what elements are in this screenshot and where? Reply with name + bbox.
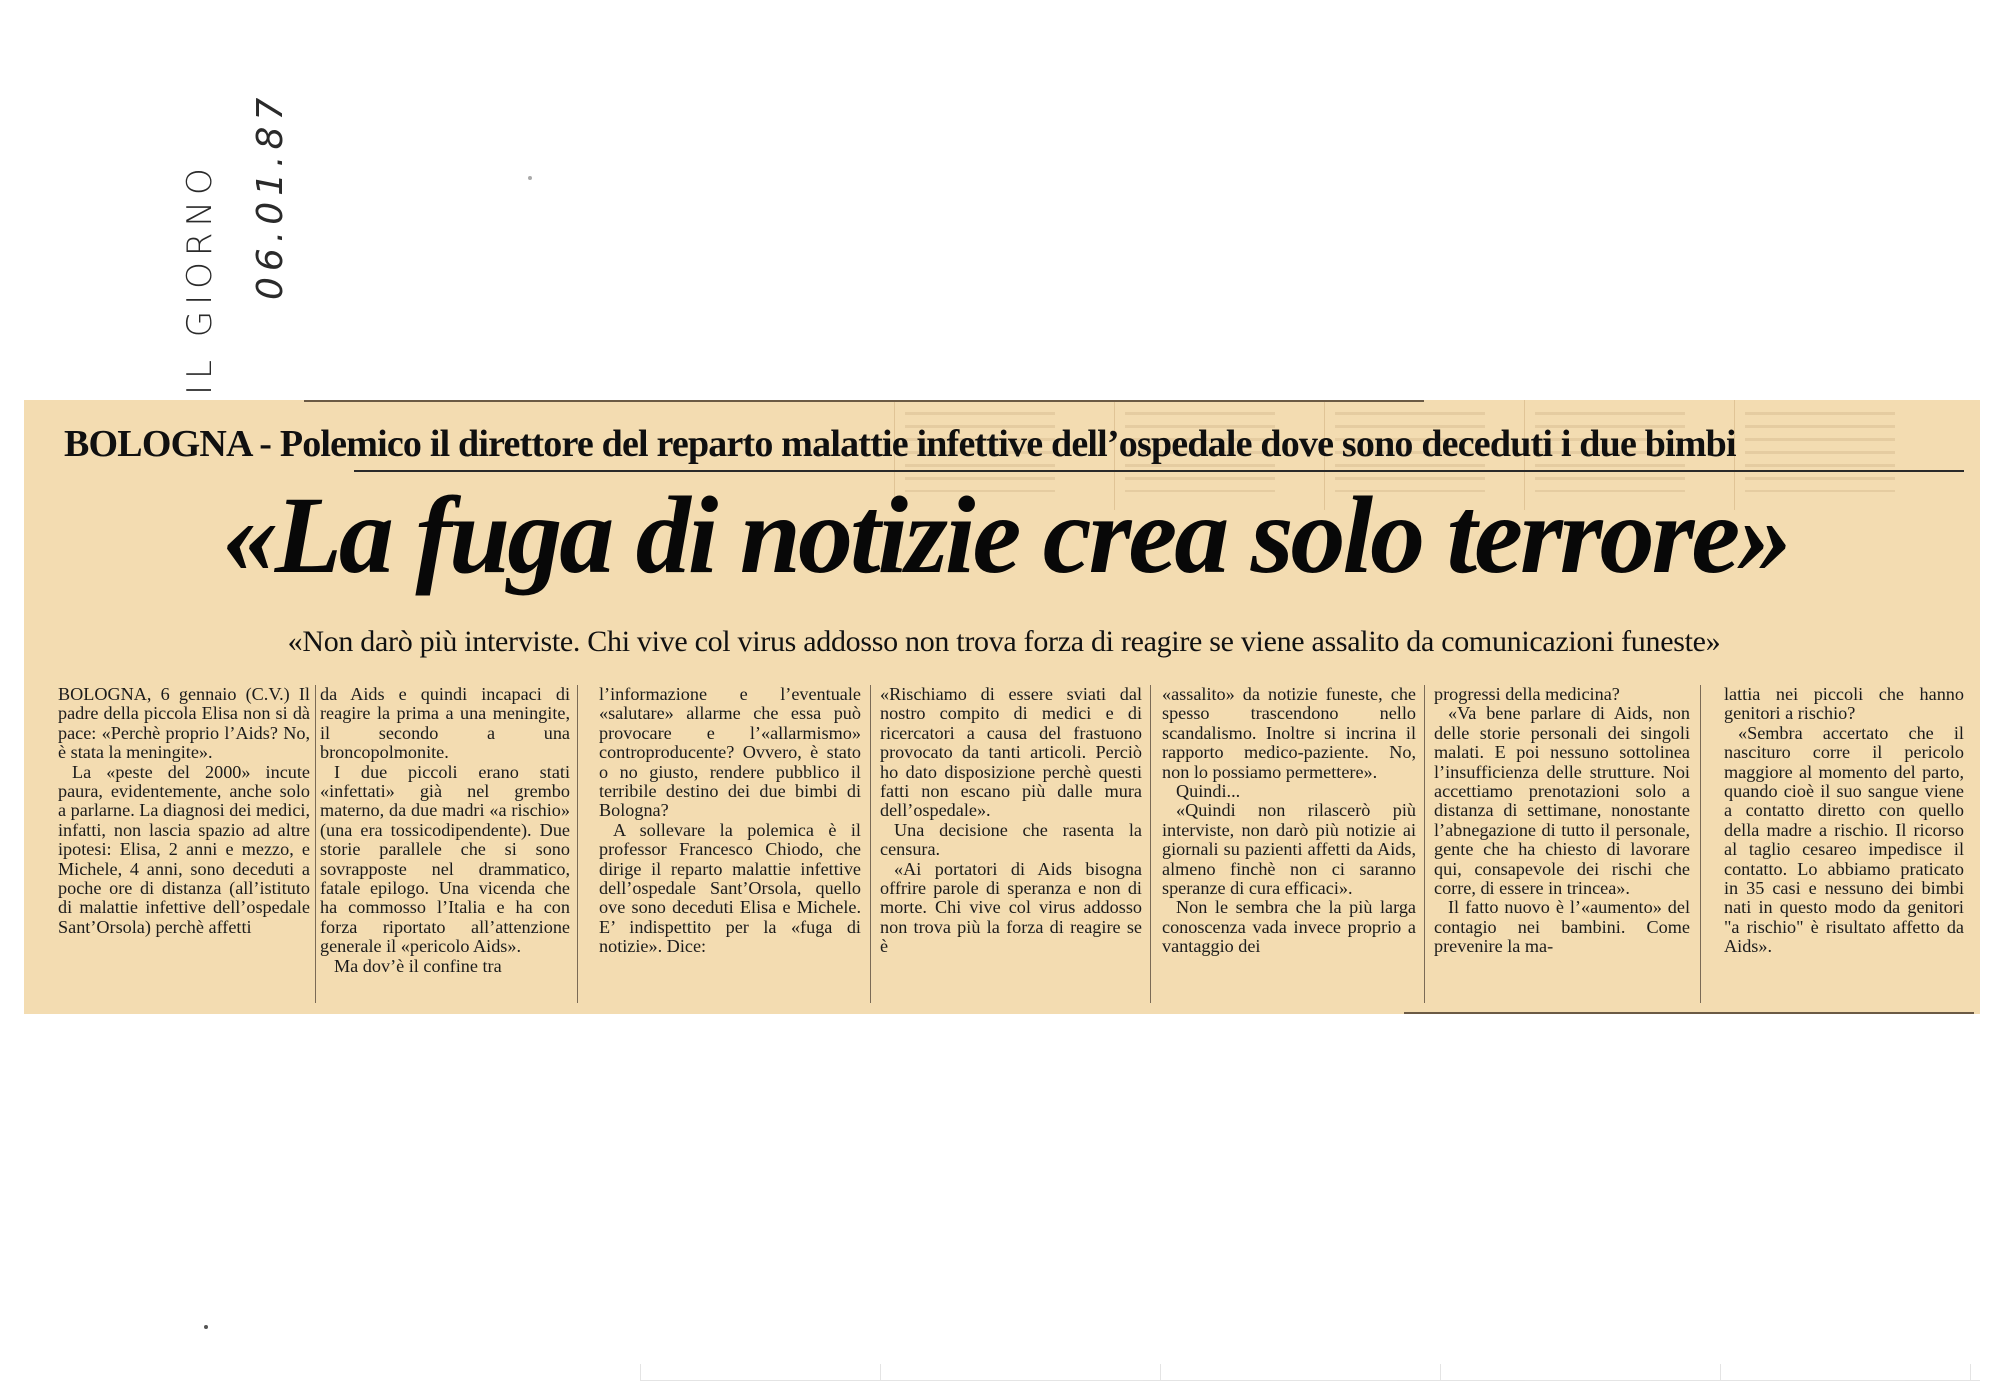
article-column bbox=[880, 685, 1142, 1003]
paragraph: Quindi... bbox=[1176, 781, 1241, 802]
paragraph: «Rischiamo di essere sviati dal nostro compito di medici e di ricercatori a causa del frastuono provocato da tanti articoli. Perciò ho dato disposizione perchè questi fatti non escano più dalle mura dell’ospedale». bbox=[880, 685, 1142, 821]
speck bbox=[528, 176, 532, 180]
scan-tick bbox=[640, 1364, 641, 1380]
newspaper-clipping bbox=[24, 400, 1980, 1014]
bottom-border bbox=[1404, 1012, 1974, 1014]
top-border bbox=[304, 400, 1424, 402]
paragraph: Una decisione che rasenta la censura. bbox=[880, 819, 1142, 860]
column-rule bbox=[870, 685, 871, 1003]
article-column bbox=[1162, 685, 1416, 1003]
column-rule bbox=[315, 685, 316, 1003]
article-column bbox=[1724, 685, 1964, 1003]
scan-tick bbox=[1970, 1364, 1971, 1380]
paragraph: Non le sembra che la più larga conoscenza vada invece proprio a vantaggio dei bbox=[1162, 897, 1416, 957]
column-rule bbox=[1424, 685, 1425, 1003]
column-rule bbox=[1700, 685, 1701, 1003]
column-rule bbox=[1150, 685, 1151, 1003]
article-body bbox=[24, 685, 1980, 1003]
paragraph: BOLOGNA, 6 gennaio (C.V.) Il padre della piccola Elisa non si dà pace: «Perchè proprio l’Aids? No, è stata la meningite». bbox=[58, 685, 310, 763]
speck bbox=[204, 1325, 208, 1329]
paragraph: Ma dov’è il confine tra bbox=[334, 955, 502, 976]
paragraph: A sollevare la polemica è il professor Francesco Chiodo, che dirige il reparto malattie infettive dell’ospedale Sant’Orsola, quello ove sono deceduti Elisa e Michele. E’ indispettito per la «fuga di notizie». Dice: bbox=[599, 819, 861, 957]
article-column bbox=[320, 685, 570, 1003]
paragraph: «Quindi non rilascerò più interviste, non darò più notizie ai giornali su pazienti affetti da Aids, almeno finchè non ci saranno speranze di cura efficaci». bbox=[1162, 800, 1416, 899]
kicker-text: - Polemico il direttore del reparto malattie infettive dell’ospedale dove sono deceduti i due bimbi bbox=[250, 423, 1736, 465]
paragraph: «Ai portatori di Aids bisogna offrire parole di speranza e non di morte. Chi vive col virus addosso non trova più la forza di reagire se è bbox=[880, 858, 1142, 957]
scan-edge-marks bbox=[640, 1360, 1980, 1381]
paragraph: l’informazione e l’eventuale «salutare» allarme che essa può provocare e l’«allarmismo» controproducente? Ovvero, è stato o no giusto, rendere pubblico il terribile destino dei due bimbi di Bologna? bbox=[599, 685, 861, 821]
scan-tick bbox=[1720, 1364, 1721, 1380]
paragraph: «Sembra accertato che il nascituro corre il pericolo maggiore al momento del parto, quando cioè il suo sangue viene a contatto diretto con quello della madre a rischio. Il ricorso al taglio cesareo impedisce il contatto. Lo abbiamo praticato in 35 casi e nessuno dei bimbi nati in questo modo da genitori "a rischio" è risultato affetto da Aids». bbox=[1724, 722, 1964, 957]
handwritten-date: 06.01.87 bbox=[250, 91, 291, 300]
paragraph: «Va bene parlare di Aids, non delle storie personali dei singoli malati. E poi nessuno sottolinea l’insufficienza delle strutture. Noi accettiamo prenotazioni solo a distanza di settimane, nonostante l’abnegazione di tutto il personale, gente che ha chiesto di lavorare qui, consapevole dei rischi che corre, di essere in trincea». bbox=[1434, 703, 1690, 899]
article-column bbox=[58, 685, 310, 1003]
headline: «La fuga di notizie crea solo terrore» bbox=[222, 474, 1790, 596]
handwritten-source: IL GIORNO bbox=[180, 162, 220, 395]
kicker-place: BOLOGNA bbox=[64, 423, 251, 465]
subheadline: «Non darò più interviste. Chi vive col virus addosso non trova forza di reagire se viene assalito da comunicazioni funeste» bbox=[287, 625, 1721, 658]
paragraph: «assalito» da notizie funeste, che spesso trascendono nello scandalismo. Inoltre si incrina il rapporto medico-paziente. No, non lo possiamo permettere». bbox=[1162, 685, 1416, 782]
paragraph: lattia nei piccoli che hanno genitori a rischio? bbox=[1724, 685, 1964, 724]
handwritten-annotation bbox=[140, 91, 300, 400]
kicker bbox=[64, 422, 1964, 466]
article-column bbox=[599, 685, 861, 1003]
article-column bbox=[1434, 685, 1690, 1003]
paragraph: I due piccoli erano stati «infettati» già nel grembo materno, da due madri «a rischio» (una era tossicodipendente). Due storie parallele che si sono sovrapposte nel drammatico, fatale epilogo. Una vicenda che ha commosso l’Italia e ha con forza riportato all’attenzione generale il «pericolo Aids». bbox=[320, 761, 570, 957]
scan-tick bbox=[1160, 1364, 1161, 1380]
paragraph: Il fatto nuovo è l’«aumento» del contagio nei bambini. Come prevenire la ma- bbox=[1434, 897, 1690, 957]
paragraph: La «peste del 2000» incute paura, evidentemente, anche solo a parlarne. La diagnosi dei medici, infatti, non lascia spazio ad altre ipotesi: Elisa, 2 anni e mezzo, e Michele, 4 anni, sono deceduti a poche ore di distanza (all’istituto di malattie infettive dell’ospedale Sant’Orsola) perchè affetti bbox=[58, 761, 310, 937]
scan-tick bbox=[1440, 1364, 1441, 1380]
column-rule bbox=[577, 685, 578, 1003]
paragraph: progressi della medicina? bbox=[1434, 685, 1620, 704]
scan-tick bbox=[880, 1364, 881, 1380]
paragraph: da Aids e quindi incapaci di reagire la prima a una meningite, il secondo a una broncopolmonite. bbox=[320, 685, 570, 763]
